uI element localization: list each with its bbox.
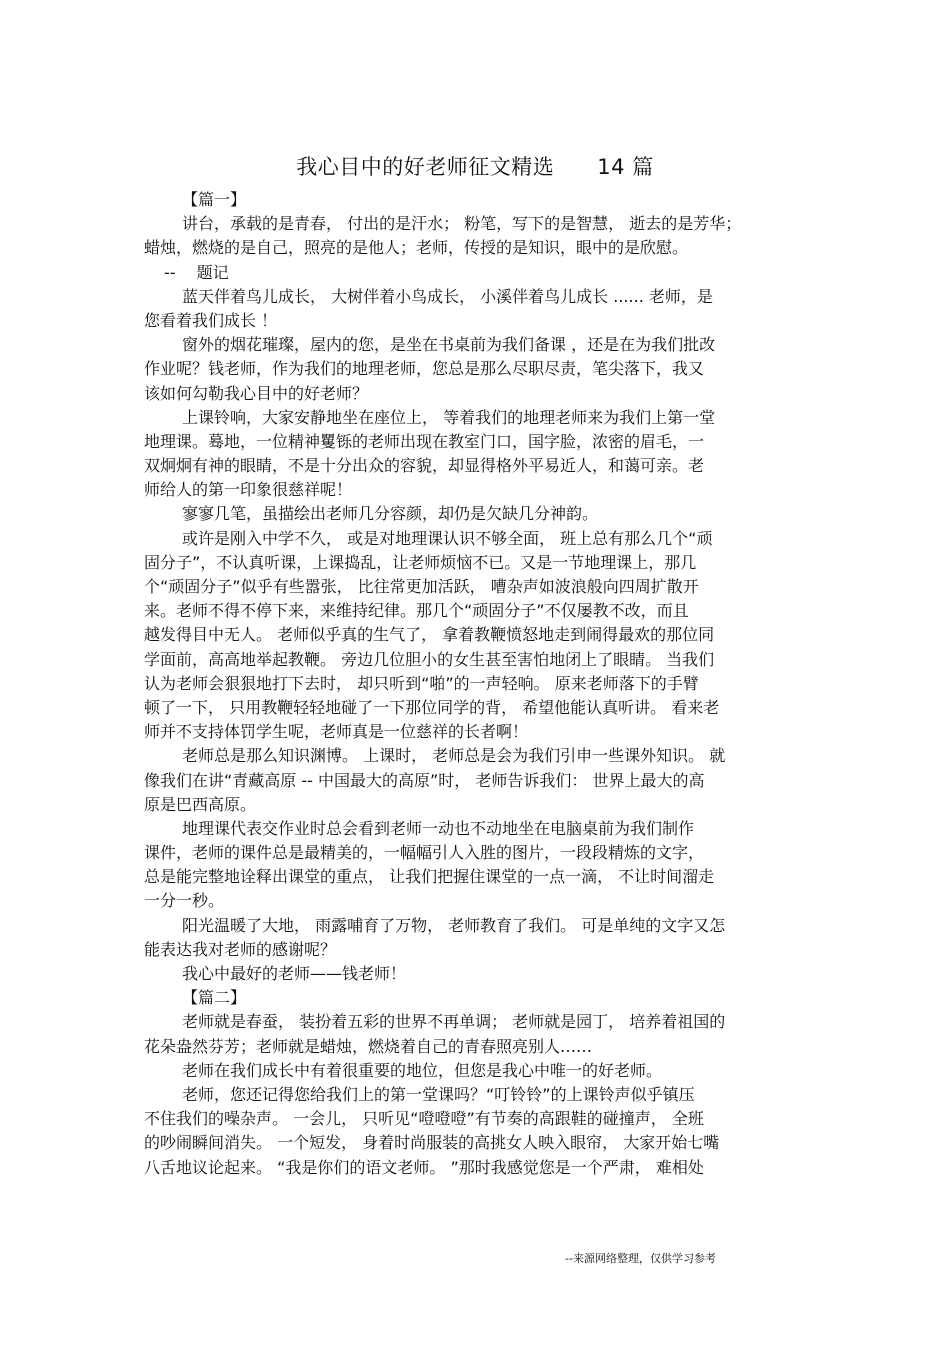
text-line: 寥寥几笔，虽描绘出老师几分容颜，却仍是欠缺几分神韵。 — [182, 504, 599, 524]
text-line: 老师总是那么知识渊博。 上课时， 老师总是会为我们引申一些课外知识。 就 — [182, 746, 726, 766]
text-line: 原是巴西高原。 — [144, 794, 257, 814]
text-line: 蓝天伴着鸟儿成长， 大树伴着小鸟成长， 小溪伴着鸟儿成长 ...... 老师，是 — [182, 286, 713, 306]
text-line: 师并不支持体罚学生呢，老师真是一位慈祥的长者啊！ — [144, 722, 529, 742]
text-line: 顿了一下， 只用教鞭轻轻地碰了一下那位同学的背， 希望他能认真听讲。 看来老 — [144, 697, 720, 717]
page-footer-note: --来源网络整理，仅供学习参考 — [565, 1252, 716, 1265]
text-line: 认为老师会狠狠地打下去时， 却只听到“啪”的一声轻响。 原来老师落下的手臂 — [144, 673, 699, 693]
text-line: 您看着我们成长 ！ — [144, 310, 278, 330]
document-title: 我心目中的好老师征文精选 14 篇 — [296, 155, 654, 179]
text-line: 双炯炯有神的眼睛，不是十分出众的容貌，却显得格外平易近人，和蔼可亲。老 — [144, 456, 705, 476]
text-line: 能表达我对老师的感谢呢？ — [144, 939, 337, 959]
text-line: 一分一秒。 — [144, 891, 225, 911]
text-line: 蜡烛，燃烧的是自己，照亮的是他人；老师，传授的是知识，眼中的是欣慰。 — [144, 238, 689, 258]
text-line: 师给人的第一印象很慈祥呢！ — [144, 480, 353, 500]
text-line: 我心中最好的老师——钱老师！ — [182, 964, 407, 983]
text-line: 八舌地议论起来。 “我是你们的语文老师。 ”那时我感觉您是一个严肃， 难相处 — [144, 1157, 704, 1177]
article-body — [144, 188, 808, 1180]
text-line: 像我们在讲“青藏高原 -- 中国最大的高原”时， 老师告诉我们： 世界上最大的高 — [144, 770, 705, 790]
text-line: 老师，您还记得您给我们上的第一堂课吗？“叮铃铃”的上课铃声似乎镇压 — [182, 1084, 695, 1104]
text-line: 的吵闹瞬间消失。 一个短发， 身着时尚服装的高挑女人映入眼帘， 大家开始七嘴 — [144, 1133, 720, 1153]
text-line: 窗外的烟花璀璨，屋内的您，是坐在书桌前为我们备课 ，还是在为我们批改 — [182, 335, 716, 355]
text-line: -- 题记 — [164, 262, 229, 282]
text-line: 或许是刚入中学不久， 或是对地理课认识不够全面， 班上总有那么几个“顽 — [182, 528, 713, 548]
text-line: 不住我们的噪杂声。 一会儿， 只听见“噔噔噔”有节奏的高跟鞋的碰撞声， 全班 — [144, 1109, 704, 1129]
section-heading: 【篇二】 — [182, 988, 247, 1008]
text-line: 该如何勾勒我心目中的好老师？ — [144, 383, 369, 403]
text-line: 总是能完整地诠释出课堂的重点， 让我们把握住课堂的一点一滴， 不让时间溜走 — [144, 867, 715, 887]
text-line: 老师在我们成长中有着很重要的地位，但您是我心中唯一的好老师。 — [182, 1060, 663, 1080]
text-line: 越发得目中无人。 老师似乎真的生气了， 拿着教鞭愤怒地走到闹得最欢的那位同 — [144, 625, 715, 645]
text-line: 课件，老师的课件总是最精美的，一幅幅引人入胜的图片，一段段精炼的文字， — [144, 843, 705, 863]
text-line: 地理课。蓦地，一位精神矍铄的老师出现在教室门口，国字脸，浓密的眉毛，一 — [144, 431, 705, 451]
text-line: 老师就是春蚕， 装扮着五彩的世界不再单调； 老师就是园丁， 培养着祖国的 — [182, 1012, 726, 1032]
section-heading: 【篇一】 — [182, 190, 247, 209]
text-line: 来。老师不得不停下来，来维持纪律。那几个“顽固分子”不仅屡教不改，而且 — [144, 601, 689, 621]
text-line: 讲台，承载的是青春， 付出的是汗水； 粉笔，写下的是智慧， 逝去的是芳华； — [182, 214, 742, 234]
text-line: 个“顽固分子”似乎有些嚣张， 比往常更加活跃， 嘈杂声如波浪般向四周扩散开 — [144, 577, 699, 596]
text-line: 作业呢？钱老师，作为我们的地理老师，您总是那么尽职尽责，笔尖落下，我又 — [144, 359, 705, 379]
text-line: 上课铃响，大家安静地坐在座位上， 等着我们的地理老师来为我们上第一堂 — [182, 407, 716, 427]
text-line: 花朵盎然芬芳；老师就是蜡烛，燃烧着自己的青春照亮别人…… — [144, 1036, 593, 1056]
text-line: 地理课代表交作业时总会看到老师一动也不动地坐在电脑桌前为我们制作 — [182, 818, 695, 838]
text-line: 学面前，高高地举起教鞭。 旁边几位胆小的女生甚至害怕地闭上了眼睛。 当我们 — [144, 649, 715, 669]
text-line: 固分子”，不认真听课，上课捣乱，让老师烦恼不已。又是一节地理课上，那几 — [144, 552, 697, 572]
text-line: 阳光温暖了大地， 雨露哺育了万物， 老师教育了我们。 可是单纯的文字又怎 — [182, 915, 726, 935]
